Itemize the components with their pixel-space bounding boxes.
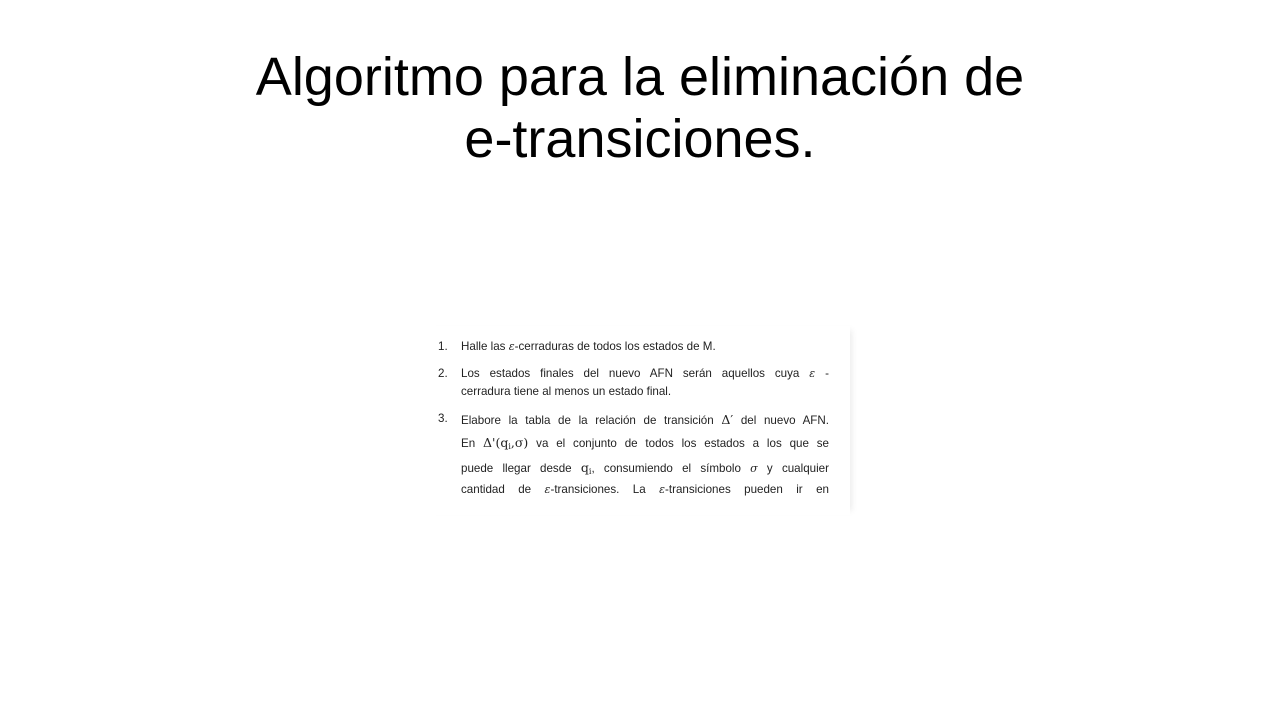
text-fragment: -cerraduras de todos los estados de M. (514, 340, 716, 353)
epsilon-symbol: ε (544, 483, 551, 496)
math-fragment: ,σ) (510, 435, 529, 450)
slide-title (0, 46, 1280, 170)
text-fragment: -transiciones pueden ir en (665, 483, 829, 496)
text-fragment: En (461, 437, 476, 450)
text-fragment: cantidad de (461, 483, 532, 496)
math-fragment: Δ'(q (483, 435, 509, 450)
epsilon-symbol: ε (809, 367, 816, 380)
text-fragment: - (825, 367, 829, 380)
epsilon-symbol: ε (659, 483, 666, 496)
epsilon-symbol: ε (508, 340, 515, 353)
subscript: i (508, 442, 511, 451)
text-fragment: , consumiendo el símbolo (591, 462, 741, 475)
math-fragment: q (580, 460, 589, 475)
step-number: 3. (438, 412, 448, 425)
title-line-1: Algoritmo para la eliminación de (255, 47, 1025, 107)
step-number: 1. (438, 340, 448, 353)
subscript: i (588, 467, 592, 476)
text-fragment: puede llegar desde (461, 462, 572, 475)
q-i-symbol (581, 460, 592, 475)
step-text (461, 340, 829, 353)
text-fragment: Los estados finales del nuevo AFN serán aquellos cuya (461, 367, 800, 380)
step-text-line-1 (461, 367, 829, 380)
text-fragment: va el conjunto de todos los estados a los que se (536, 437, 829, 450)
step-text-line-1 (461, 412, 829, 427)
step-text-line-4 (461, 483, 829, 496)
algorithm-image (426, 326, 850, 515)
step-text-line-2: cerradura tiene al menos un estado final. (461, 385, 672, 398)
delta-expression (483, 435, 528, 450)
step-number: 2. (438, 367, 448, 380)
title-line-2: e-transiciones. (464, 109, 816, 169)
delta-prime-symbol: Δ′ (721, 412, 734, 427)
step-text-line-3 (461, 460, 829, 476)
text-fragment: -transiciones. La (550, 483, 646, 496)
text-fragment: del nuevo AFN. (740, 414, 829, 427)
sigma-symbol: σ (750, 462, 758, 475)
text-fragment: Elabore la tabla de la relación de transición (461, 414, 714, 427)
step-text-line-2 (461, 435, 829, 451)
text-fragment: Halle las (461, 340, 506, 353)
text-fragment: y cualquier (766, 462, 829, 475)
